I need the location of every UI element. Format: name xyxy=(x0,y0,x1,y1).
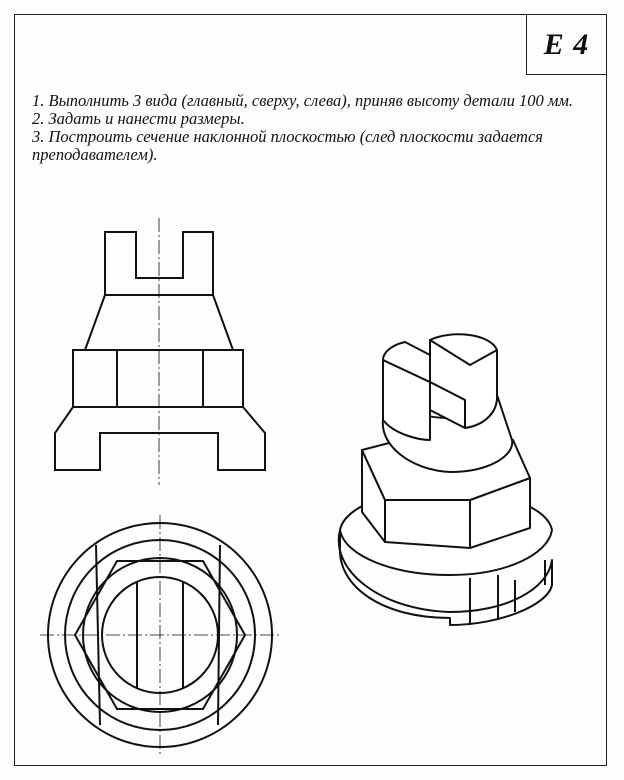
front-view-hexagon xyxy=(73,350,243,407)
front-view-base-ring xyxy=(55,407,265,470)
card-number: E 4 xyxy=(543,27,590,61)
iso-hex-front-face xyxy=(385,500,470,548)
instruction-3: 3. Построить сечение наклонной плоскостью (след плоскости задается преподавателем). xyxy=(32,127,543,164)
front-view xyxy=(55,218,265,485)
instruction-1: 1. Выполнить 3 вида (главный, сверху, слева), приняв высоту детали 100 мм. xyxy=(32,91,574,110)
isometric-view xyxy=(339,334,552,625)
top-view xyxy=(40,515,282,755)
instruction-2: 2. Задать и нанести размеры. xyxy=(32,109,245,128)
